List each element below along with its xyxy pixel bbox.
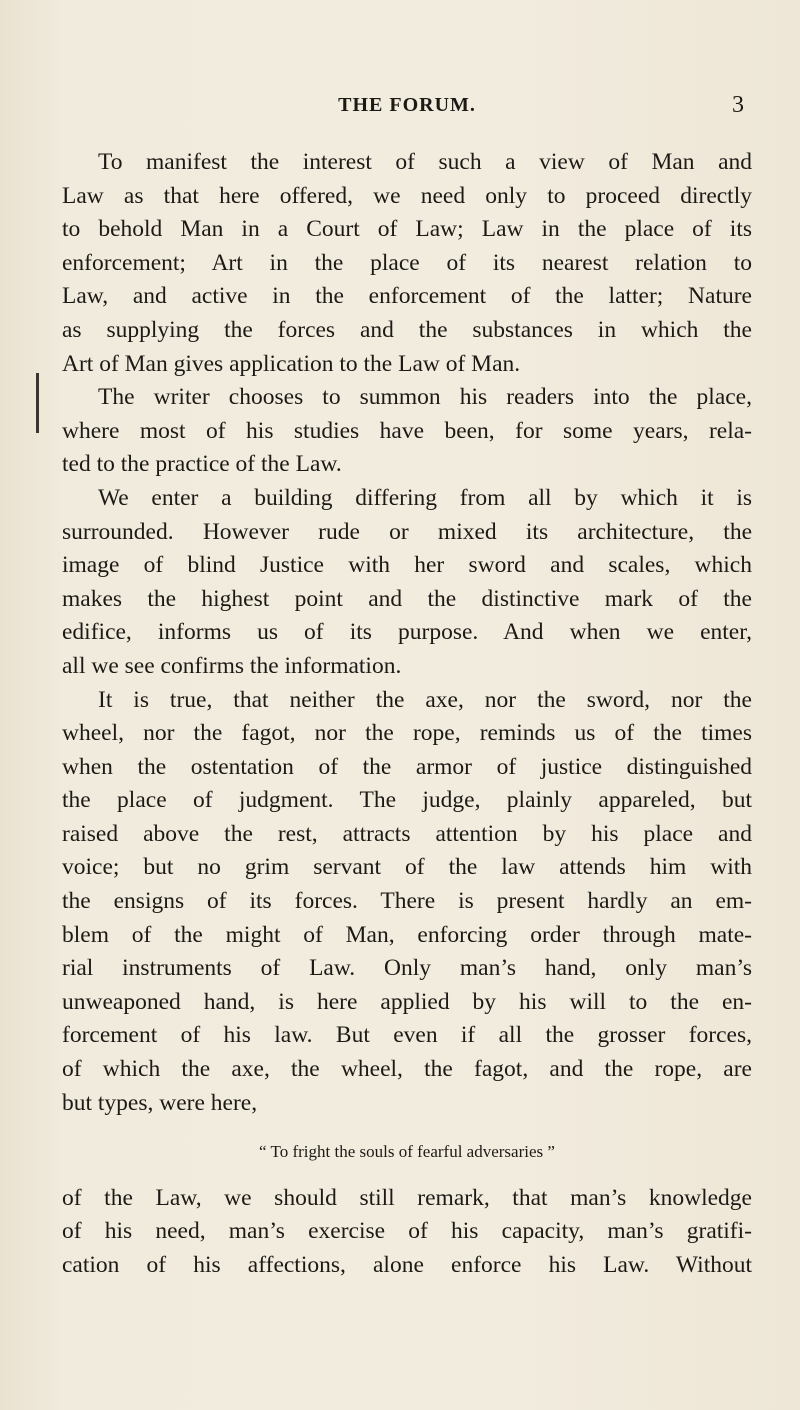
text-line: wheel, nor the fagot, nor the rope, reminds us of the times (62, 720, 752, 747)
text-line: of which the axe, the wheel, the fagot, and the rope, are (62, 1056, 752, 1083)
text-line: rial instruments of Law. Only man’s hand, only man’s (62, 955, 752, 982)
text-line: to behold Man in a Court of Law; Law in the place of its (62, 216, 752, 243)
text-line: image of blind Justice with her sword and scales, which (62, 552, 752, 579)
text-line: all we see confirms the information. (62, 652, 402, 679)
text-line: Art of Man gives application to the Law of Man. (62, 350, 521, 377)
text-line: edifice, informs us of its purpose. And when we enter, (62, 619, 752, 646)
text-line: The writer chooses to summon his readers into the place, (98, 384, 752, 411)
text-line: makes the highest point and the distinctive mark of the (62, 585, 752, 612)
text-line: but types, were here, (62, 1089, 258, 1116)
text-line: unweaponed hand, is here applied by his will to the en- (62, 988, 752, 1015)
text-line: where most of his studies have been, for some years, rela- (62, 417, 752, 444)
text-line: cation of his affections, alone enforce his Law. Without (62, 1252, 752, 1278)
text-line: surrounded. However rude or mixed its architecture, the (62, 518, 752, 545)
text-line: of his need, man’s exercise of his capacity, man’s gratifi- (62, 1218, 752, 1245)
text-line: It is true, that neither the axe, nor the sword, nor the (98, 686, 752, 713)
text-line: blem of the might of Man, enforcing order through mate- (62, 921, 752, 948)
block-quote: “ To fright the souls of fearful adversaries ” (259, 1142, 555, 1162)
running-head (62, 92, 752, 124)
text-line: Law as that here offered, we need only to proceed directly (62, 182, 752, 209)
text-line: enforcement; Art in the place of its nearest relation to (62, 249, 752, 276)
text-line: of the Law, we should still remark, that man’s knowledge (62, 1184, 752, 1211)
text-line: Law, and active in the enforcement of the latter; Nature (62, 283, 752, 310)
body-text (62, 146, 752, 1283)
text-line: the place of judgment. The judge, plainly appareled, but (62, 787, 752, 814)
text-line: forcement of his law. But even if all the grosser forces, (62, 1022, 752, 1049)
text-line: raised above the rest, attracts attention by his place and (62, 820, 752, 847)
page-number: 3 (732, 92, 744, 118)
text-line: We enter a building differing from all by which it is (98, 484, 752, 511)
margin-mark (36, 373, 39, 433)
text-line: the ensigns of its forces. There is present hardly an em- (62, 888, 752, 915)
text-line: when the ostentation of the armor of justice distinguished (62, 753, 752, 780)
text-line: voice; but no grim servant of the law attends him with (62, 854, 752, 881)
text-line: ted to the practice of the Law. (62, 451, 342, 478)
text-line: To manifest the interest of such a view of Man and (98, 149, 752, 175)
running-title: THE FORUM. (338, 94, 476, 116)
text-line: as supplying the forces and the substances in which the (62, 316, 752, 343)
